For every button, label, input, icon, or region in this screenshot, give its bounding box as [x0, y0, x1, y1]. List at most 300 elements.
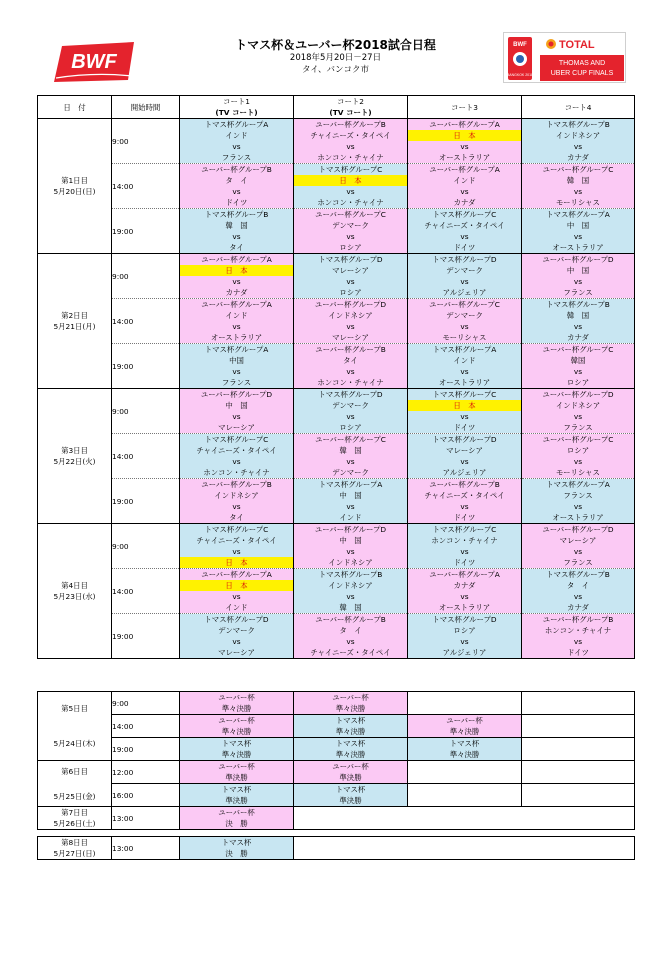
team-b: ドイツ — [408, 242, 522, 254]
start-time: 13:00 — [112, 837, 180, 860]
team-a: マレーシア — [522, 535, 635, 546]
start-time: 9:00 — [112, 692, 180, 715]
day-label — [38, 692, 112, 761]
team-a: 中 国 — [522, 265, 635, 276]
round-label: 準々決勝 — [180, 749, 294, 761]
vs-label: vs — [180, 276, 294, 287]
time-column-header: 開始時間 — [112, 96, 180, 119]
team-b: ロシア — [294, 287, 408, 299]
team-a: マレーシア — [408, 445, 522, 456]
svg-text:BWF: BWF — [513, 42, 527, 48]
empty-cell — [522, 761, 635, 773]
svg-text:BWF: BWF — [71, 51, 117, 73]
match-group-label: トマス杯グループB — [180, 209, 294, 221]
match-group-label: ユーバー杯グループC — [408, 299, 522, 311]
round-label: 準決勝 — [180, 772, 294, 784]
team-a: 中国 — [180, 355, 294, 366]
round-label: 準々決勝 — [294, 703, 408, 715]
team-b: オーストラリア — [408, 602, 522, 614]
vs-label: vs — [180, 456, 294, 467]
match-group-label: トマス杯グループC — [408, 389, 522, 401]
vs-label: vs — [408, 411, 522, 422]
svg-text:TOTAL: TOTAL — [559, 39, 595, 51]
vs-label: vs — [522, 321, 635, 332]
table-row — [38, 434, 635, 446]
day-date: 5月23日(水) — [53, 592, 96, 601]
round-label: 決 勝 — [180, 818, 294, 830]
match-group-label: トマス杯グループA — [522, 479, 635, 491]
date-column-header: 日 付 — [38, 96, 112, 119]
table-row — [38, 569, 635, 581]
start-time: 14:00 — [112, 569, 180, 614]
empty-cell — [408, 795, 522, 807]
team-a: デンマーク — [294, 220, 408, 231]
start-time: 14:00 — [112, 434, 180, 479]
start-time: 19:00 — [112, 344, 180, 389]
vs-label: vs — [522, 546, 635, 557]
team-a: インドネシア — [294, 310, 408, 321]
vs-label: vs — [294, 141, 408, 152]
match-group-label: ユーバー杯グループD — [522, 254, 635, 266]
vs-label: vs — [180, 366, 294, 377]
team-a: 中 国 — [522, 220, 635, 231]
team-a: インドネシア — [180, 490, 294, 501]
match-group-label: ユーバー杯グループC — [522, 164, 635, 176]
team-a: 韓国 — [522, 355, 635, 366]
match-group-label: ユーバー杯グループA — [408, 119, 522, 131]
vs-label: vs — [294, 231, 408, 242]
match-group-label: トマス杯グループD — [294, 389, 408, 401]
team-a: チャイニーズ・タイペイ — [180, 535, 294, 546]
table-row — [38, 807, 635, 819]
team-a: 日 本 — [180, 265, 294, 276]
start-time: 9:00 — [112, 254, 180, 299]
cup-label: トマス杯 — [180, 738, 294, 750]
vs-label: vs — [294, 501, 408, 512]
start-time: 13:00 — [112, 807, 180, 830]
match-group-label: ユーバー杯グループB — [294, 344, 408, 356]
vs-label: vs — [522, 411, 635, 422]
start-time: 14:00 — [112, 164, 180, 209]
court-label: コート4 — [564, 102, 592, 112]
round-label: 準々決勝 — [180, 703, 294, 715]
empty-cell — [522, 772, 635, 784]
team-b: ドイツ — [408, 512, 522, 524]
vs-label: vs — [408, 186, 522, 197]
vs-label: vs — [522, 636, 635, 647]
vs-label: vs — [294, 456, 408, 467]
match-group-label: トマス杯グループD — [408, 434, 522, 446]
team-b: カナダ — [522, 332, 635, 344]
day-label — [38, 389, 112, 524]
match-group-label: ユーバー杯グループA — [180, 569, 294, 581]
team-b: 韓 国 — [294, 602, 408, 614]
start-time: 12:00 — [112, 761, 180, 784]
day-number: 第8日目 — [61, 838, 88, 847]
team-b: ドイツ — [408, 557, 522, 569]
vs-label: vs — [522, 366, 635, 377]
table-row — [38, 692, 635, 704]
match-group-label: ユーバー杯グループD — [522, 524, 635, 536]
match-group-label: ユーバー杯グループB — [294, 614, 408, 626]
cup-label: ユーバー杯 — [180, 715, 294, 727]
team-a: インドネシア — [522, 130, 635, 141]
round-label: 準々決勝 — [294, 726, 408, 738]
vs-label: vs — [294, 321, 408, 332]
start-time: 9:00 — [112, 524, 180, 569]
svg-text:BANGKOK 2018: BANGKOK 2018 — [506, 73, 534, 77]
day-number: 第4日目 — [61, 581, 88, 590]
team-b: カナダ — [408, 197, 522, 209]
match-group-label: トマス杯グループA — [522, 209, 635, 221]
cup-label: ユーバー杯 — [180, 761, 294, 773]
team-b: マレーシア — [180, 647, 294, 659]
court-2-header — [294, 96, 408, 119]
match-group-label: ユーバー杯グループC — [294, 434, 408, 446]
team-b: モーリシャス — [522, 467, 635, 479]
vs-label: vs — [408, 456, 522, 467]
empty-cell — [522, 692, 635, 704]
match-group-label: ユーバー杯グループB — [180, 164, 294, 176]
vs-label: vs — [294, 186, 408, 197]
match-group-label: ユーバー杯グループB — [294, 119, 408, 131]
day-label — [38, 761, 112, 807]
team-b: インドネシア — [294, 557, 408, 569]
team-a: ロシア — [522, 445, 635, 456]
team-a: 韓 国 — [180, 220, 294, 231]
vs-label: vs — [180, 411, 294, 422]
start-time: 16:00 — [112, 784, 180, 807]
match-group-label: トマス杯グループC — [294, 164, 408, 176]
cup-label: トマス杯 — [180, 837, 294, 849]
team-a: インドネシア — [522, 400, 635, 411]
match-group-label: ユーバー杯グループD — [294, 299, 408, 311]
page-header — [0, 0, 671, 95]
vs-label: vs — [522, 231, 635, 242]
vs-label: vs — [522, 141, 635, 152]
match-group-label: ユーバー杯グループC — [294, 209, 408, 221]
start-time: 19:00 — [112, 614, 180, 659]
team-a: デンマーク — [408, 310, 522, 321]
vs-label: vs — [180, 141, 294, 152]
cup-label: トマス杯 — [294, 738, 408, 750]
round-label: 決 勝 — [180, 848, 294, 860]
table-row — [38, 479, 635, 491]
team-b: オーストラリア — [522, 242, 635, 254]
team-a: インド — [408, 355, 522, 366]
day-date: 5月26日(土) — [53, 819, 96, 828]
vs-label: vs — [522, 456, 635, 467]
empty-cell — [408, 692, 522, 704]
court-3-header — [408, 96, 522, 119]
team-b: オーストラリア — [522, 512, 635, 524]
table-row — [38, 738, 635, 750]
vs-label: vs — [522, 501, 635, 512]
day-number: 第7日目 — [61, 808, 88, 817]
page-title: トマス杯＆ユーバー杯2018試合日程 — [235, 38, 436, 52]
court-label: コート1 — [223, 97, 250, 106]
team-a: インドネシア — [294, 580, 408, 591]
team-a: ホンコン・チャイナ — [408, 535, 522, 546]
start-time: 14:00 — [112, 299, 180, 344]
match-group-label: トマス杯グループC — [408, 209, 522, 221]
match-group-label: ユーバー杯グループB — [408, 479, 522, 491]
team-b: インド — [294, 512, 408, 524]
cup-label: トマス杯 — [294, 784, 408, 796]
vs-label: vs — [294, 411, 408, 422]
team-b: フランス — [180, 377, 294, 389]
table-row — [38, 524, 635, 536]
day-date: 5月24日(木) — [53, 739, 96, 748]
team-a: タ イ — [522, 580, 635, 591]
team-a: 日 本 — [408, 400, 522, 411]
team-a: 日 本 — [294, 175, 408, 186]
team-a: チャイニーズ・タイペイ — [408, 220, 522, 231]
team-b: モーリシャス — [408, 332, 522, 344]
team-a: 日 本 — [180, 580, 294, 591]
team-b: フランス — [522, 422, 635, 434]
team-b: ドイツ — [522, 647, 635, 659]
empty-cell — [522, 784, 635, 796]
start-time: 14:00 — [112, 715, 180, 738]
svg-text:UBER CUP FINALS: UBER CUP FINALS — [550, 70, 614, 77]
day-number: 第1日目 — [61, 176, 88, 185]
match-group-label: ユーバー杯グループA — [180, 254, 294, 266]
match-group-label: トマス杯グループA — [408, 344, 522, 356]
match-group-label: トマス杯グループB — [522, 569, 635, 581]
vs-label: vs — [408, 231, 522, 242]
team-a: インド — [408, 175, 522, 186]
team-a: マレーシア — [294, 265, 408, 276]
vs-label: vs — [408, 546, 522, 557]
day-number: 第3日目 — [61, 446, 88, 455]
vs-label: vs — [180, 501, 294, 512]
team-b: ロシア — [294, 242, 408, 254]
vs-label: vs — [294, 591, 408, 602]
day-number: 第5日目 — [61, 704, 88, 713]
team-b: ドイツ — [408, 422, 522, 434]
cup-label: トマス杯 — [180, 784, 294, 796]
table-row — [38, 164, 635, 176]
team-b: オーストラリア — [180, 332, 294, 344]
vs-label: vs — [294, 546, 408, 557]
team-a: ホンコン・チャイナ — [522, 625, 635, 636]
match-group-label: トマス杯グループC — [180, 434, 294, 446]
match-group-label: ユーバー杯グループB — [180, 479, 294, 491]
team-b: ロシア — [294, 422, 408, 434]
spacer — [38, 830, 635, 837]
match-group-label: ユーバー杯グループD — [294, 524, 408, 536]
vs-label: vs — [408, 591, 522, 602]
day-date: 5月21日(月) — [53, 322, 96, 331]
match-group-label: トマス杯グループB — [522, 299, 635, 311]
empty-cell — [408, 761, 522, 773]
match-group-label: トマス杯グループA — [180, 344, 294, 356]
team-b: カナダ — [180, 287, 294, 299]
match-group-label: ユーバー杯グループA — [408, 164, 522, 176]
cup-label: トマス杯 — [294, 715, 408, 727]
empty-cell — [522, 795, 635, 807]
team-b: タイ — [180, 512, 294, 524]
team-a: チャイニーズ・タイペイ — [294, 130, 408, 141]
round-label: 準々決勝 — [294, 749, 408, 761]
vs-label: vs — [522, 591, 635, 602]
team-a: 中 国 — [294, 535, 408, 546]
team-b: フランス — [522, 287, 635, 299]
day-date: 5月25日(金) — [53, 791, 96, 801]
empty-cell — [408, 772, 522, 784]
court-tv-label: (TV コート) — [329, 108, 372, 117]
team-a: チャイニーズ・タイペイ — [180, 445, 294, 456]
team-b: カナダ — [522, 152, 635, 164]
match-group-label: ユーバー杯グループC — [522, 344, 635, 356]
table-row — [38, 389, 635, 401]
table-row — [38, 784, 635, 796]
team-b: インド — [180, 602, 294, 614]
day-label — [38, 119, 112, 254]
court-4-header — [522, 96, 635, 119]
team-a: カナダ — [408, 580, 522, 591]
cup-label: ユーバー杯 — [408, 715, 522, 727]
vs-label: vs — [408, 141, 522, 152]
team-a: ロシア — [408, 625, 522, 636]
team-b: 日 本 — [180, 557, 294, 569]
team-b: マレーシア — [180, 422, 294, 434]
team-a: 韓 国 — [522, 310, 635, 321]
team-b: ホンコン・チャイナ — [294, 197, 408, 209]
team-a: タ イ — [180, 175, 294, 186]
table-row — [38, 299, 635, 311]
team-a: 中 国 — [180, 400, 294, 411]
team-b: ロシア — [522, 377, 635, 389]
team-b: タイ — [180, 242, 294, 254]
match-group-label: トマス杯グループD — [180, 614, 294, 626]
cup-label: ユーバー杯 — [294, 761, 408, 773]
day-number: 第6日目 — [61, 766, 88, 776]
vs-label: vs — [408, 321, 522, 332]
team-b: オーストラリア — [408, 152, 522, 164]
cup-label: ユーバー杯 — [180, 807, 294, 819]
start-time: 19:00 — [112, 479, 180, 524]
match-group-label: トマス杯グループD — [408, 254, 522, 266]
team-a: デンマーク — [294, 400, 408, 411]
vs-label: vs — [408, 501, 522, 512]
vs-label: vs — [180, 321, 294, 332]
team-a: 日 本 — [408, 130, 522, 141]
team-b: フランス — [180, 152, 294, 164]
table-row — [38, 614, 635, 626]
vs-label: vs — [180, 636, 294, 647]
table-row — [38, 254, 635, 266]
empty-cell — [522, 749, 635, 761]
table-row — [38, 344, 635, 356]
vs-label: vs — [180, 591, 294, 602]
svg-text:THOMAS AND: THOMAS AND — [558, 60, 606, 67]
round-label: 準決勝 — [294, 772, 408, 784]
day-number: 第2日目 — [61, 311, 88, 320]
empty-cell — [408, 703, 522, 715]
round-label: 準決勝 — [180, 795, 294, 807]
table-row — [38, 761, 635, 773]
location: タイ、バンコク市 — [301, 65, 370, 75]
team-b: チャイニーズ・タイペイ — [294, 647, 408, 659]
vs-label: vs — [180, 231, 294, 242]
match-group-label: トマス杯グループB — [294, 569, 408, 581]
match-group-label: ユーバー杯グループD — [180, 389, 294, 401]
vs-label: vs — [408, 366, 522, 377]
round-label: 準々決勝 — [408, 749, 522, 761]
day-label — [38, 837, 112, 860]
team-a: 韓 国 — [294, 445, 408, 456]
thomas-uber-cup-logo — [503, 32, 626, 83]
empty-cell — [522, 726, 635, 738]
team-b: アルジェリア — [408, 467, 522, 479]
vs-label: vs — [408, 276, 522, 287]
round-label: 準々決勝 — [180, 726, 294, 738]
vs-label: vs — [408, 636, 522, 647]
day-date: 5月22日(火) — [53, 457, 96, 466]
start-time: 9:00 — [112, 119, 180, 164]
vs-label: vs — [522, 276, 635, 287]
match-group-label: トマス杯グループC — [180, 524, 294, 536]
team-b: ドイツ — [180, 197, 294, 209]
table-row — [38, 119, 635, 131]
round-label: 準決勝 — [294, 795, 408, 807]
team-b: マレーシア — [294, 332, 408, 344]
vs-label: vs — [180, 546, 294, 557]
team-a: フランス — [522, 490, 635, 501]
match-group-label: ユーバー杯グループA — [408, 569, 522, 581]
team-b: フランス — [522, 557, 635, 569]
team-a: チャイニーズ・タイペイ — [408, 490, 522, 501]
team-b: アルジェリア — [408, 287, 522, 299]
match-group-label: トマス杯グループD — [408, 614, 522, 626]
cup-label: ユーバー杯 — [294, 692, 408, 704]
team-b: アルジェリア — [408, 647, 522, 659]
match-group-label: トマス杯グループA — [294, 479, 408, 491]
day-label — [38, 807, 112, 830]
blank-cell — [294, 837, 635, 860]
day-date: 5月20日(日) — [53, 187, 96, 196]
knockout-schedule — [37, 691, 635, 860]
match-group-label: ユーバー杯グループA — [180, 299, 294, 311]
team-a: 中 国 — [294, 490, 408, 501]
team-b: カナダ — [522, 602, 635, 614]
match-group-label: トマス杯グループC — [408, 524, 522, 536]
vs-label: vs — [522, 186, 635, 197]
empty-cell — [522, 715, 635, 727]
round-label: 準々決勝 — [408, 726, 522, 738]
vs-label: vs — [180, 186, 294, 197]
match-group-label: トマス杯グループB — [522, 119, 635, 131]
start-time: 9:00 — [112, 389, 180, 434]
team-b: デンマーク — [294, 467, 408, 479]
table-row — [38, 837, 635, 849]
vs-label: vs — [294, 366, 408, 377]
empty-cell — [522, 703, 635, 715]
team-a: デンマーク — [408, 265, 522, 276]
vs-label: vs — [294, 276, 408, 287]
match-group-label: ユーバー杯グループB — [522, 614, 635, 626]
court-1-header — [180, 96, 294, 119]
cup-label: ユーバー杯 — [180, 692, 294, 704]
start-time: 19:00 — [112, 738, 180, 761]
day-label — [38, 254, 112, 389]
team-b: ホンコン・チャイナ — [294, 152, 408, 164]
court-label: コート3 — [451, 102, 478, 112]
court-label: コート2 — [337, 97, 364, 106]
table-row — [38, 209, 635, 221]
